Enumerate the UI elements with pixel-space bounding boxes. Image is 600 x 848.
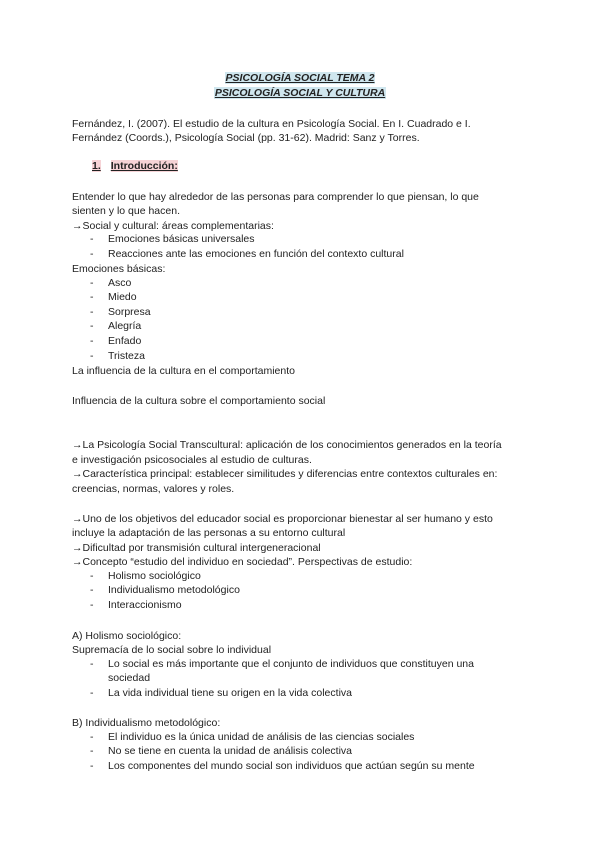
- list-item: Los componentes del mundo social son individuos que actúan según su mente: [108, 760, 475, 772]
- transcultural-line1: →La Psicología Social Transcultural: aplicación de los conocimientos generados en la teoría: [72, 439, 502, 451]
- bullet-dash: -: [90, 570, 94, 582]
- bullet-dash: -: [90, 584, 94, 596]
- intro-paragraph-line1: Entender lo que hay alrededor de las personas para comprender lo que piensan, lo que: [72, 191, 479, 203]
- bullet-dash: -: [90, 320, 94, 332]
- transcultural-line2: e investigación psicosociales al estudio de culturas.: [72, 454, 312, 466]
- document-title-line1: PSICOLOGÍA SOCIAL TEMA 2: [225, 72, 375, 84]
- transcultural-line4: creencias, normas, valores y roles.: [72, 483, 235, 495]
- list-item: Asco: [108, 277, 132, 289]
- educator-line3: →Dificultad por transmisión cultural intergeneracional: [72, 542, 321, 554]
- list-item: Enfado: [108, 335, 142, 347]
- list-item: Holismo sociológico: [108, 570, 201, 582]
- reference-line2: Fernández (Coords.), Psicología Social (pp. 31-62). Madrid: Sanz y Torres.: [72, 132, 420, 144]
- educator-line1: →Uno de los objetivos del educador social es proporcionar bienestar al ser humano y esto: [72, 513, 493, 525]
- list-item: No se tiene en cuenta la unidad de análisis colectiva: [108, 745, 352, 757]
- holismo-title: A) Holismo sociológico:: [72, 630, 182, 642]
- list-item-continuation: sociedad: [108, 672, 151, 684]
- areas-title: →Social y cultural: áreas complementarias:: [72, 220, 274, 232]
- list-item: Tristeza: [108, 350, 145, 362]
- list-item: Individualismo metodológico: [108, 584, 240, 596]
- list-item: Emociones básicas universales: [108, 233, 255, 245]
- list-item: Reacciones ante las emociones en función del contexto cultural: [108, 248, 404, 260]
- list-item: Lo social es más importante que el conjunto de individuos que constituyen una: [108, 658, 474, 670]
- bullet-dash: -: [90, 291, 94, 303]
- bullet-dash: -: [90, 248, 94, 260]
- bullet-dash: -: [90, 277, 94, 289]
- emotions-title: Emociones básicas:: [72, 263, 166, 275]
- list-item: Miedo: [108, 291, 137, 303]
- individualismo-title: B) Individualismo metodológico:: [72, 717, 221, 729]
- list-item: Interaccionismo: [108, 599, 182, 611]
- reference-line1: Fernández, I. (2007). El estudio de la cultura en Psicología Social. En I. Cuadrado e I.: [72, 118, 471, 130]
- list-item: Sorpresa: [108, 306, 151, 318]
- bullet-dash: -: [90, 350, 94, 362]
- bullet-dash: -: [90, 745, 94, 757]
- influence-line2: Influencia de la cultura sobre el comportamiento social: [72, 395, 326, 407]
- list-item: Alegría: [108, 320, 142, 332]
- intro-paragraph-line2: sienten y lo que hacen.: [72, 205, 180, 217]
- holismo-subtitle: Supremacía de lo social sobre lo individual: [72, 644, 272, 656]
- bullet-dash: -: [90, 658, 94, 670]
- bullet-dash: -: [90, 233, 94, 245]
- transcultural-line3: →Característica principal: establecer similitudes y diferencias entre contextos culturales en:: [72, 468, 498, 480]
- educator-line4: →Concepto “estudio del individuo en sociedad”. Perspectivas de estudio:: [72, 556, 413, 568]
- bullet-dash: -: [90, 306, 94, 318]
- influence-line1: La influencia de la cultura en el comportamiento: [72, 365, 295, 377]
- document-title-line2: PSICOLOGÍA SOCIAL Y CULTURA: [214, 87, 386, 99]
- bullet-dash: -: [90, 731, 94, 743]
- educator-line2: incluye la adaptación de las personas a su entorno cultural: [72, 527, 346, 539]
- bullet-dash: -: [90, 760, 94, 772]
- bullet-dash: -: [90, 335, 94, 347]
- section-heading-introduccion: 1. Introducción:: [92, 160, 178, 172]
- bullet-dash: -: [90, 687, 94, 699]
- list-item: La vida individual tiene su origen en la vida colectiva: [108, 687, 352, 699]
- bullet-dash: -: [90, 599, 94, 611]
- list-item: El individuo es la única unidad de análisis de las ciencias sociales: [108, 731, 415, 743]
